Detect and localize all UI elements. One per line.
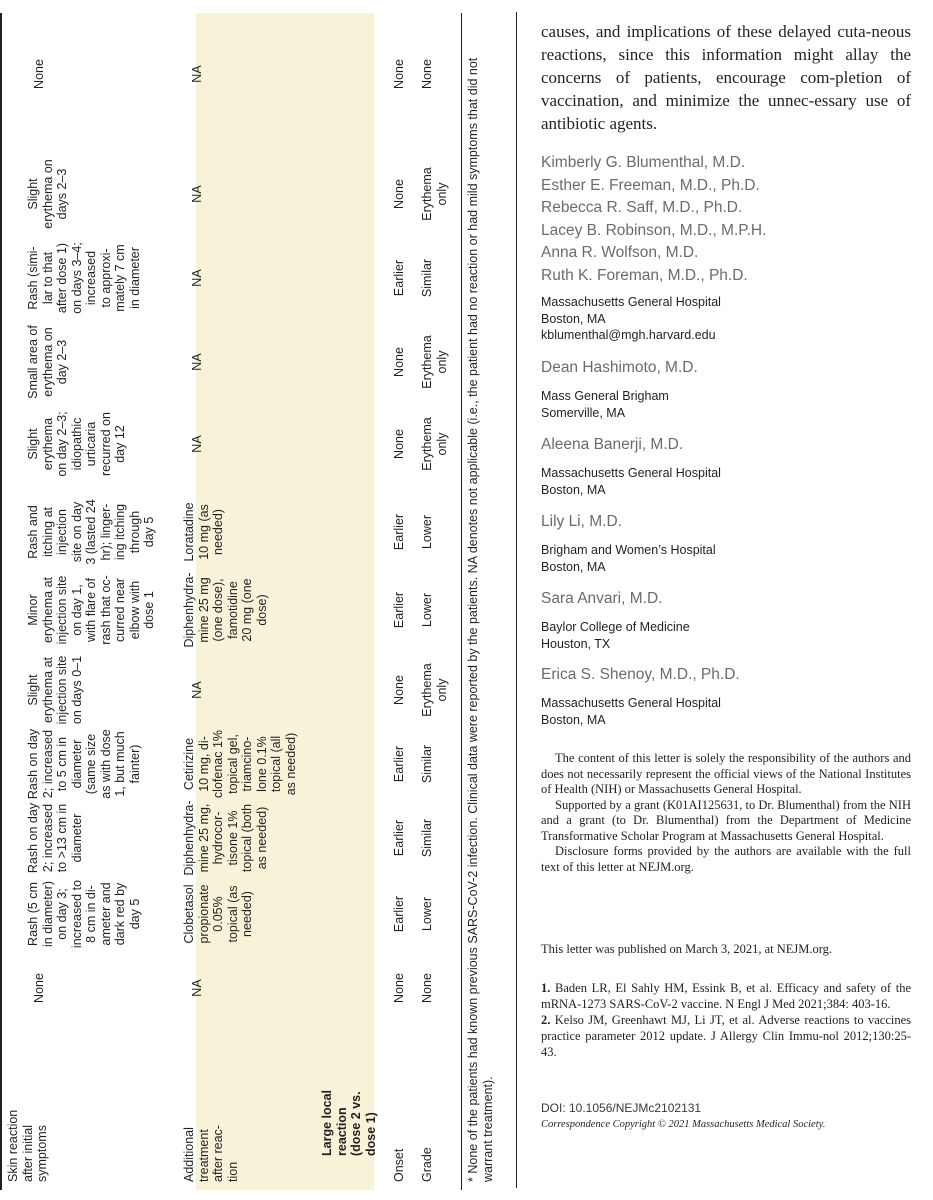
table-cell: None	[392, 59, 406, 89]
note-paragraph: Supported by a grant (K01AI125631, to Dr. Blumenthal) from the NIH and a grant (to Dr. Blumenthal) from the Department of Medicine Transformative Scholar Program at Massachusetts General Hospital.	[541, 797, 911, 843]
table-cell: Loratadine 10 mg (as needed)	[182, 502, 225, 562]
author-6: Erica S. Shenoy, M.D., Ph.D.	[541, 666, 740, 683]
affiliation-5	[541, 619, 911, 652]
affiliation-2	[541, 388, 911, 421]
table-cell: Cetirizine 10 mg, di- clofenac 1% topical gel, triamcino- lone 0.1% topical (all as needed)	[182, 729, 298, 799]
table-cell: Similar	[420, 744, 434, 784]
copyright: Correspondence Copyright © 2021 Massachusetts Medical Society.	[541, 1119, 826, 1130]
table-cell: Rash on day 2; increased to 5 cm in diameter (same size as with dose 1, but much fainter)	[26, 728, 142, 800]
author-name: Ruth K. Foreman, M.D., Ph.D.	[541, 266, 748, 284]
author-name: Anna R. Wolfson, M.D.	[541, 244, 699, 261]
table-cell: NA	[190, 269, 204, 287]
author-name: Kimberly G. Blumenthal, M.D.	[541, 154, 746, 171]
row-label-skin-reaction: Skin reaction after initial symptoms	[6, 1109, 49, 1182]
table-cell: Diphenhydra- mine 25 mg, hydrocor- tisone 1% topical (both as needed)	[182, 800, 269, 876]
note-paragraph: The content of this letter is solely the responsibility of the authors and does not necessarily represent the official views of the National Institutes of Health (NIH) or Massachusetts General Hospital.	[541, 751, 911, 796]
affiliation-line: Boston, MA	[541, 712, 606, 727]
table-footnote: * None of the patients had known previous SARS-CoV-2 infection. Clinical data were reported by the patients. NA denotes not applicable (i.e., the patient had no reaction or had mild symptoms that did not warrant treatment).	[466, 57, 495, 1182]
table-cell: NA	[190, 185, 204, 203]
reference-item	[541, 980, 911, 1012]
affiliation-line: Boston, MA	[541, 311, 606, 326]
row-label-grade: Grade	[420, 1147, 434, 1182]
table-cell: NA	[190, 65, 204, 83]
affiliation-line: Massachusetts General Hospital	[541, 696, 721, 710]
affiliation-line: Mass General Brigham	[541, 389, 669, 403]
author-name: Lacey B. Robinson, M.D., M.P.H.	[541, 221, 767, 239]
affiliation-1	[541, 294, 911, 344]
table-cell: Erythema only	[420, 335, 449, 389]
affiliation-line: Houston, TX	[541, 636, 611, 651]
author-2: Dean Hashimoto, M.D.	[541, 359, 698, 376]
author-name: Esther E. Freeman, M.D., Ph.D.	[541, 176, 760, 194]
publication-note: This letter was published on March 3, 2021, at NEJM.org.	[541, 942, 833, 956]
column-divider	[516, 12, 517, 1188]
table-cell: Rash (simi- lar to that after dose 1) on days 3–4; increased to approxi- mately 7 cm in diameter	[26, 242, 142, 314]
table-cell: Similar	[420, 818, 434, 858]
table-cell: None	[32, 59, 46, 89]
table-cell: Earlier	[392, 745, 406, 783]
affiliation-line: Massachusetts General Hospital	[541, 295, 721, 309]
table-cell: Small area of erythema on day 2–3	[26, 325, 69, 399]
table-cell: None	[392, 179, 406, 209]
email-link[interactable]: kblumenthal@mgh.harvard.edu	[541, 328, 716, 342]
table-cell: None	[420, 973, 434, 1003]
table-cell: None	[392, 675, 406, 705]
table-top-rule	[0, 13, 2, 1190]
table-cell: None	[392, 347, 406, 377]
author-3: Aleena Banerji, M.D.	[541, 436, 684, 453]
table-cell: Erythema only	[420, 167, 449, 221]
table-cell: None	[392, 973, 406, 1003]
affiliation-line: Boston, MA	[541, 482, 606, 497]
table-cell: Slight erythema on day 2–3; idiopathic urticaria recurred on day 12	[26, 411, 127, 477]
table-cell: Minor erythema at injection site on day 1, with flare of rash that oc- curred near elbow with dose 1	[26, 575, 156, 645]
author-notes	[541, 751, 911, 875]
affiliation-line: Somerville, MA	[541, 405, 626, 420]
table-cell: Rash on day 2; increased to >13 cm in diameter	[26, 802, 84, 874]
reference-item	[541, 1012, 911, 1060]
table-cell: Similar	[420, 258, 434, 298]
row-label-additional-treatment: Additional treatment after reac- tion	[182, 1125, 240, 1182]
affiliation-3	[541, 465, 911, 498]
table-cell: Rash and itching at injection site on day 3 (lasted 24 hr); linger- ing itching through day 5	[26, 499, 156, 565]
table-cell: Rash (5 cm in diameter) on day 3; increased to 8 cm in di- ameter and dark red by day 5	[26, 879, 142, 949]
table-cell: Clobetasol propionate 0.05% topical (as needed)	[182, 884, 254, 944]
table-cell: Slight erythema at injection site on days 0–1	[26, 655, 84, 725]
author-name: Rebecca R. Saff, M.D., Ph.D.	[541, 199, 743, 216]
affiliation-4	[541, 542, 911, 575]
table-cell: None	[392, 429, 406, 459]
table-cell: Earlier	[392, 513, 406, 551]
reference-text: Kelso JM, Greenhawt MJ, Li JT, et al. Adverse reactions to vaccines practice parameter 2012 update. J Allergy Clin Immu-nol 2012;130:25-43.	[541, 1013, 911, 1059]
doi[interactable]: DOI: 10.1056/NEJMc2102131	[541, 1101, 702, 1115]
row-label-large-local-reaction: Large local reaction (dose 2 vs. dose 1)	[320, 1090, 378, 1156]
table-cell: Lower	[420, 592, 434, 628]
reference-number: 1.	[541, 981, 551, 995]
table-cell: None	[32, 973, 46, 1003]
table-cell: Earlier	[392, 819, 406, 857]
table-cell: Earlier	[392, 259, 406, 297]
table-cell: NA	[190, 353, 204, 371]
author-list-1	[541, 152, 911, 287]
affiliation-line: Brigham and Women’s Hospital	[541, 543, 716, 557]
table-cell: Lower	[420, 896, 434, 932]
reference-number: 2.	[541, 1013, 551, 1027]
table-cell: Diphenhydra- mine 25 mg (one dose), famotidine 20 mg (one dose)	[182, 572, 269, 648]
table-cell: None	[420, 59, 434, 89]
table-cell: Erythema only	[420, 663, 449, 717]
table-cell: Earlier	[392, 895, 406, 933]
reference-text: Baden LR, El Sahly HM, Essink B, et al. Efficacy and safety of the mRNA-1273 SARS-CoV-2 vaccine. N Engl J Med 2021;384: 403-16.	[541, 981, 912, 1011]
author-5: Sara Anvari, M.D.	[541, 590, 663, 607]
row-label-onset: Onset	[392, 1148, 406, 1182]
references	[541, 980, 911, 1060]
table-cell: Slight erythema on days 2–3	[26, 159, 69, 229]
affiliation-line: Boston, MA	[541, 559, 606, 574]
table-cell: NA	[190, 681, 204, 699]
author-4: Lily Li, M.D.	[541, 513, 622, 530]
intro-paragraph: causes, and implications of these delayed cuta-neous reactions, since this information might allay the concerns of patients, encourage com-pletion of vaccination, and minimize the unnec-essary use of antibiotic agents.	[541, 22, 911, 133]
table-cell: NA	[190, 979, 204, 997]
table-cell: Erythema only	[420, 417, 449, 471]
affiliation-6	[541, 695, 911, 728]
table-bottom-rule	[461, 13, 462, 1190]
affiliation-line: Baylor College of Medicine	[541, 620, 690, 634]
note-paragraph: Disclosure forms provided by the authors are available with the full text of this letter at NEJM.org.	[541, 844, 911, 874]
table-cell: Earlier	[392, 591, 406, 629]
table-cell: Lower	[420, 514, 434, 550]
affiliation-line: Massachusetts General Hospital	[541, 466, 721, 480]
table-cell: NA	[190, 435, 204, 453]
